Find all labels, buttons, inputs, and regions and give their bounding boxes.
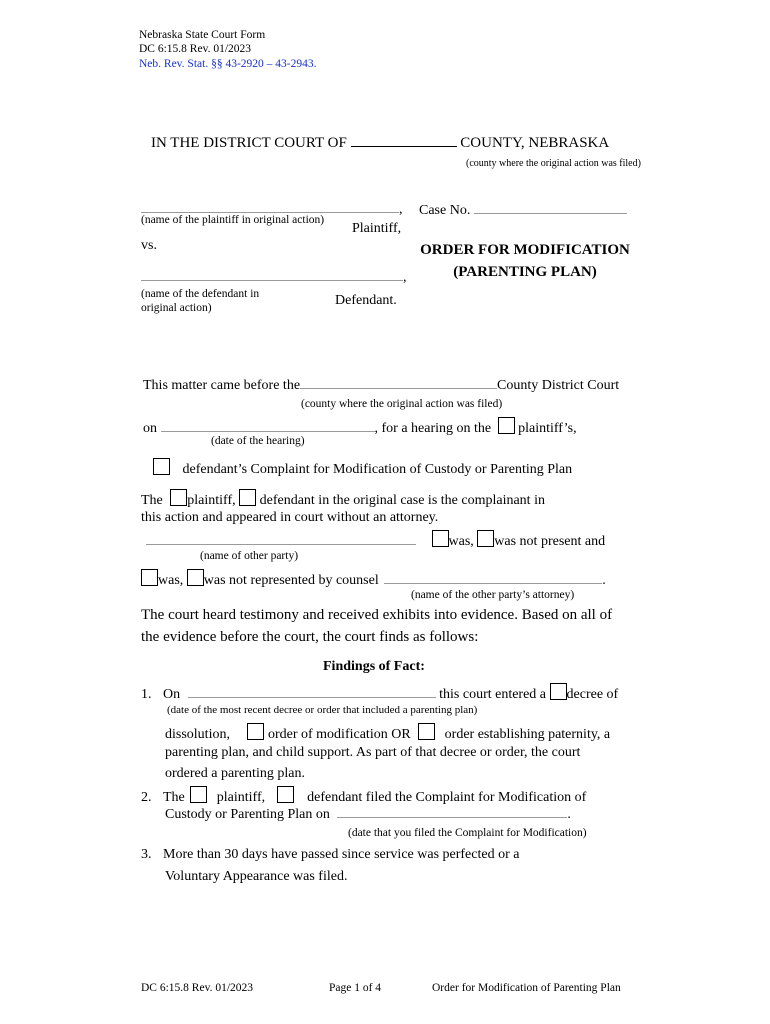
- was-represented-checkbox[interactable]: [141, 569, 158, 586]
- case-number-row: [419, 203, 627, 219]
- decree-date-hint: (date of the most recent decree or order that included a parenting plan): [167, 704, 478, 716]
- other-party-field[interactable]: [146, 544, 416, 545]
- defendant-row: [141, 266, 407, 286]
- finding-1-on: On: [163, 687, 181, 702]
- plaintiff-comma: ,: [399, 202, 403, 217]
- document-title-line1: ORDER FOR MODIFICATION: [420, 242, 630, 258]
- came-before-text: This matter came before the: [143, 378, 301, 393]
- filer-defendant-checkbox[interactable]: [277, 786, 294, 803]
- attorney-name-field[interactable]: [384, 583, 602, 584]
- filer-plaintiff-checkbox[interactable]: [190, 786, 207, 803]
- was-present-text: was,: [448, 534, 474, 549]
- finding-3-line-2: Voluntary Appearance was filed.: [165, 869, 348, 884]
- plaintiff-hint: (name of the plaintiff in original action): [141, 214, 325, 226]
- defendant-complaint-checkbox[interactable]: [153, 458, 170, 475]
- defendant-complaint-row: [153, 458, 572, 478]
- decree-date-field[interactable]: [188, 697, 436, 698]
- county-court-text: County District Court: [497, 378, 620, 393]
- plaintiffs-text: plaintiff’s,: [518, 421, 577, 436]
- counsel-period: .: [602, 573, 606, 588]
- defendant-hint-2: original action): [141, 302, 212, 314]
- footer-title: Order for Modification of Parenting Plan: [432, 982, 621, 994]
- finding-2-row: [141, 786, 586, 806]
- attorney-hint: (name of the other party’s attorney): [411, 589, 575, 601]
- was-not-present-text: was not present and: [494, 534, 606, 549]
- finding-1-row: [141, 683, 618, 703]
- plaintiff-checkbox[interactable]: [498, 417, 515, 434]
- decree-checkbox[interactable]: [550, 683, 567, 700]
- paternity-text: order establishing paternity, a: [444, 727, 611, 742]
- county-court-field[interactable]: [300, 388, 497, 389]
- heard-line-2: the evidence before the court, the court finds as follows:: [141, 629, 479, 645]
- complaint-date-field[interactable]: [337, 817, 567, 818]
- defendant-hint-1: (name of the defendant in: [141, 288, 260, 300]
- caption-suffix: COUNTY, NEBRASKA: [460, 135, 610, 151]
- county-hint-2: (county where the original action was filed): [301, 398, 503, 410]
- other-party-row: [146, 530, 605, 550]
- paternity-checkbox[interactable]: [418, 723, 435, 740]
- finding-2-the: The: [163, 790, 185, 805]
- finding-2-number: 2.: [141, 790, 152, 805]
- footer-form-number: DC 6:15.8 Rev. 01/2023: [141, 982, 254, 994]
- defendant-name-field[interactable]: [141, 266, 403, 281]
- finding-1-decree: decree of: [566, 687, 619, 702]
- not-represented-text: was not represented by counsel: [203, 573, 379, 588]
- court-caption: [151, 135, 609, 152]
- finding-3-number: 3.: [141, 847, 152, 862]
- footer-page-number: Page 1 of 4: [329, 982, 382, 994]
- finding-3-line-1: More than 30 days have passed since service was perfected or a: [163, 847, 520, 862]
- finding-2-period: .: [567, 807, 571, 822]
- caption-prefix: IN THE DISTRICT COURT OF: [151, 135, 347, 151]
- not-represented-checkbox[interactable]: [187, 569, 204, 586]
- hearing-row: [143, 417, 577, 437]
- finding-2-line-2-row: [165, 807, 571, 823]
- filer-plaintiff-text: plaintiff,: [216, 790, 266, 805]
- versus: vs.: [141, 238, 157, 253]
- form-name: Nebraska State Court Form: [139, 29, 266, 41]
- finding-3-row: [141, 847, 519, 863]
- on-text: on: [143, 421, 157, 436]
- complainant-defendant-checkbox[interactable]: [239, 489, 256, 506]
- complaint-date-hint: (date that you filed the Complaint for Modification): [348, 827, 587, 839]
- case-number-field[interactable]: [474, 213, 627, 214]
- modification-text: order of modification OR: [267, 727, 411, 742]
- the-text: The: [141, 493, 163, 508]
- hearing-on-text: , for a hearing on the: [374, 421, 492, 436]
- filer-defendant-text: defendant filed the Complaint for Modification of: [307, 790, 587, 805]
- was-present-checkbox[interactable]: [432, 530, 449, 547]
- document-title-line2: (PARENTING PLAN): [453, 264, 597, 280]
- complainant-row: [141, 489, 545, 509]
- finding-1-line-3: parenting plan, and child support. As part of that decree or order, the court: [165, 745, 581, 760]
- complainant-plaintiff-text: plaintiff,: [187, 493, 236, 508]
- form-number: DC 6:15.8 Rev. 01/2023: [139, 43, 252, 55]
- modification-checkbox[interactable]: [247, 723, 264, 740]
- findings-heading: Findings of Fact:: [323, 659, 425, 674]
- case-number-label: Case No.: [419, 203, 471, 218]
- finding-1-line-4: ordered a parenting plan.: [165, 766, 305, 781]
- dissolution-text: dissolution,: [165, 727, 230, 742]
- statute-link[interactable]: Neb. Rev. Stat. §§ 43-2920 – 43-2943.: [139, 58, 317, 70]
- hearing-date-field[interactable]: [161, 431, 375, 432]
- finding-1-entered: this court entered a: [439, 687, 547, 702]
- complainant-plaintiff-checkbox[interactable]: [170, 489, 187, 506]
- finding-2-line-2: Custody or Parenting Plan on: [165, 807, 330, 822]
- heard-line-1: The court heard testimony and received exhibits into evidence. Based on all of: [141, 607, 613, 623]
- defendant-comma: ,: [403, 270, 407, 285]
- plaintiff-label: Plaintiff,: [352, 221, 402, 236]
- was-not-present-checkbox[interactable]: [477, 530, 494, 547]
- finding-1-number: 1.: [141, 687, 152, 702]
- county-field[interactable]: [351, 146, 457, 147]
- date-hint: (date of the hearing): [211, 435, 305, 447]
- county-hint: (county where the original action was filed): [466, 158, 641, 169]
- without-attorney-text: this action and appeared in court without an attorney.: [141, 510, 439, 525]
- complainant-defendant-text: defendant in the original case is the complainant in: [259, 493, 545, 508]
- was-represented-text: was,: [158, 573, 184, 588]
- counsel-row: [141, 569, 606, 589]
- finding-1-options-row: [165, 723, 610, 743]
- defendant-label: Defendant.: [335, 293, 397, 308]
- plaintiff-name-field[interactable]: [141, 198, 399, 213]
- other-party-hint: (name of other party): [200, 550, 299, 562]
- defendant-complaint-text: defendant’s Complaint for Modification of Custody or Parenting Plan: [182, 462, 573, 477]
- came-before-row: [143, 378, 619, 394]
